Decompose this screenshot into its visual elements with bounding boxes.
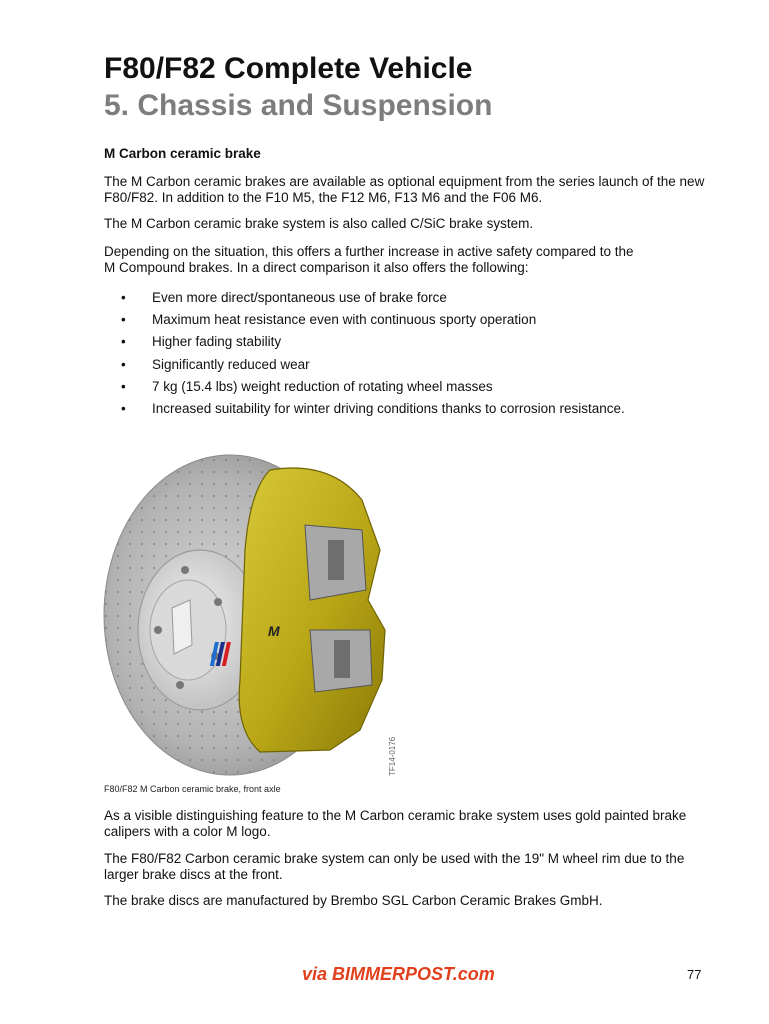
paragraph-line: M Compound brakes. In a direct comparison it also offers the following: [104, 259, 529, 275]
paragraph-csic [104, 216, 704, 232]
list-item [104, 334, 625, 356]
paragraph-line: The brake discs are manufactured by Brembo SGL Carbon Ceramic Brakes GmbH. [104, 893, 603, 908]
list-item [104, 379, 625, 401]
list-item-text: Even more direct/spontaneous use of brake force [152, 290, 447, 305]
list-item [104, 312, 625, 334]
carbon-ceramic-brake-illustration [100, 430, 430, 780]
list-item-text: 7 kg (15.4 lbs) weight reduction of rotating wheel masses [152, 378, 493, 394]
paragraph-gold-calipers [104, 808, 704, 839]
list-item [104, 357, 625, 379]
paragraph-manufacturer [104, 893, 704, 909]
bullet-icon: • [121, 312, 126, 328]
paragraph-line: Depending on the situation, this offers a further increase in active safety compared to the [104, 244, 634, 259]
paragraph-comparison [104, 244, 704, 275]
gold-brake-caliper [239, 468, 385, 752]
list-item-text: Increased suitability for winter driving conditions thanks to corrosion resistance. [152, 400, 625, 416]
paragraph-wheel-rim [104, 851, 704, 882]
page-number: 77 [687, 967, 702, 982]
section-heading: M Carbon ceramic brake [104, 146, 261, 161]
page-title: F80/F82 Complete Vehicle [104, 52, 473, 85]
list-item-text: Significantly reduced wear [152, 356, 310, 372]
list-item [104, 290, 625, 312]
list-item-text: Higher fading stability [152, 334, 282, 350]
paragraph-line: F80/F82. In addition to the F10 M5, the F12 M6, F13 M6 and the F06 M6. [104, 189, 543, 205]
figure-caption: F80/F82 M Carbon ceramic brake, front axle [104, 784, 281, 794]
bullet-icon: • [121, 356, 126, 372]
paragraph-line: The F80/F82 Carbon ceramic brake system can only be used with the 19" M wheel rim due to the [104, 851, 685, 866]
source-watermark: via BIMMERPOST.com [302, 964, 495, 984]
paragraph-line: The M Carbon ceramic brakes are available as optional equipment from the series launch of the new [104, 174, 705, 189]
bullet-icon: • [121, 334, 126, 350]
paragraph-line: larger brake discs at the front. [104, 866, 283, 882]
paragraph-line: The M Carbon ceramic brake system is also called C/SiC brake system. [104, 216, 534, 231]
paragraph-line: calipers with a color M logo. [104, 823, 271, 839]
brake-figure [100, 430, 430, 780]
benefit-list [104, 290, 625, 423]
paragraph-intro [104, 174, 704, 205]
bullet-icon: • [121, 400, 126, 416]
bullet-icon: • [121, 290, 126, 305]
bullet-icon: • [121, 378, 126, 394]
list-item [104, 401, 625, 423]
chapter-subtitle: 5. Chassis and Suspension [104, 89, 493, 122]
figure-code: TF14-0176 [388, 736, 397, 776]
list-item-text: Maximum heat resistance even with continuous sporty operation [152, 312, 537, 328]
svg-text:M: M [268, 623, 280, 639]
paragraph-line: As a visible distinguishing feature to the M Carbon ceramic brake system uses gold painted brake [104, 808, 687, 823]
